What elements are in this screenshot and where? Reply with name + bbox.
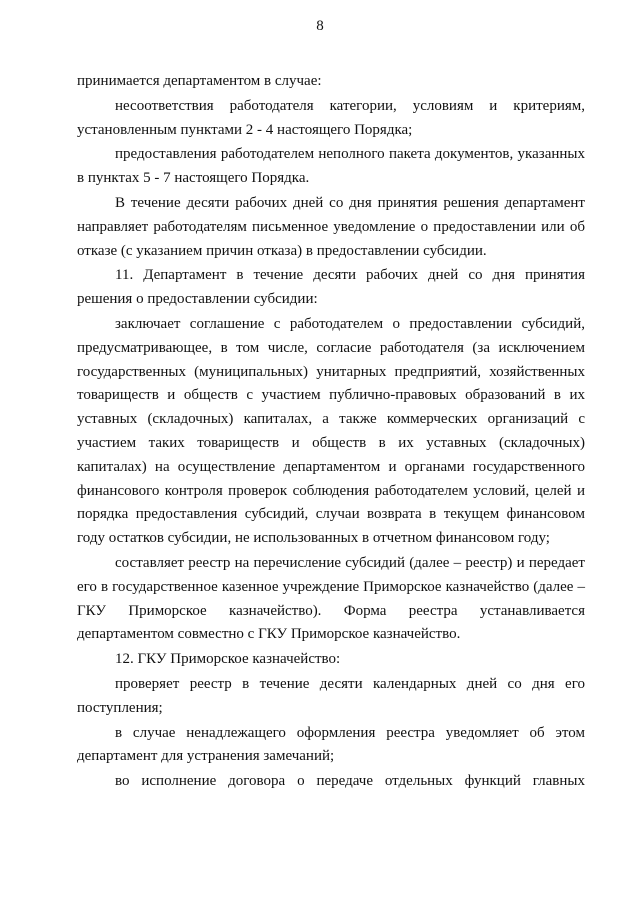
paragraph-contract: во исполнение договора о передаче отдельных функций главных (115, 773, 585, 790)
document-body (77, 70, 585, 795)
paragraph-item-11: 11. Департамент в течение десяти рабочих дней со дня принятия решения о предоставлении субсидии: (77, 267, 585, 308)
paragraph-incomplete-docs: предоставления работодателем неполного пакета документов, указанных в пунктах 5 - 7 настоящего Порядка. (77, 146, 585, 187)
paragraph-mismatch: несоответствия работодателя категории, условиям и критериям, установленным пунктами 2 - 4 настоящего Порядка; (77, 97, 585, 138)
paragraph-notification: В течение десяти рабочих дней со дня принятия решения департамент направляет работодателям письменное уведомление о предоставлении или об отказе (с указанием причин отказа) в предоставлении субсидии. (77, 194, 585, 259)
paragraph-improper-registry: в случае ненадлежащего оформления реестра уведомляет об этом департамент для устранения замечаний; (77, 724, 585, 765)
paragraph-agreement: заключает соглашение с работодателем о предоставлении субсидий, предусматривающее, в том числе, согласие работодателя (за исключением государственных (муниципальных) унитарных предприятий, хозяйственных товариществ и обществ с участием публично-правовых образований в их уставных (складочных) капиталах, а также коммерческих организаций с участием таких товариществ и обществ в их уставных (складочных) капиталах) на осуществление департаментом и органами государственного финансового контроля проверок соблюдения работодателем условий, целей и порядка предоставления субсидий, случаи возврата в текущем финансовом году остатков субсидии, не использованных в отчетном финансовом году; (77, 315, 585, 547)
page-number: 8 (316, 18, 324, 34)
paragraph-registry: составляет реестр на перечисление субсидий (далее – реестр) и передает его в государственное казенное учреждение Приморское казначейство (далее – ГКУ Приморское казначейство). Форма реестра устанавливается департаментом совместно с ГКУ Приморское казначейство. (77, 554, 585, 643)
paragraph-check-registry: проверяет реестр в течение десяти календарных дней со дня его поступления; (77, 675, 585, 716)
paragraph-intro: принимается департаментом в случае: (77, 73, 322, 89)
paragraph-item-12: 12. ГКУ Приморское казначейство: (115, 651, 341, 668)
